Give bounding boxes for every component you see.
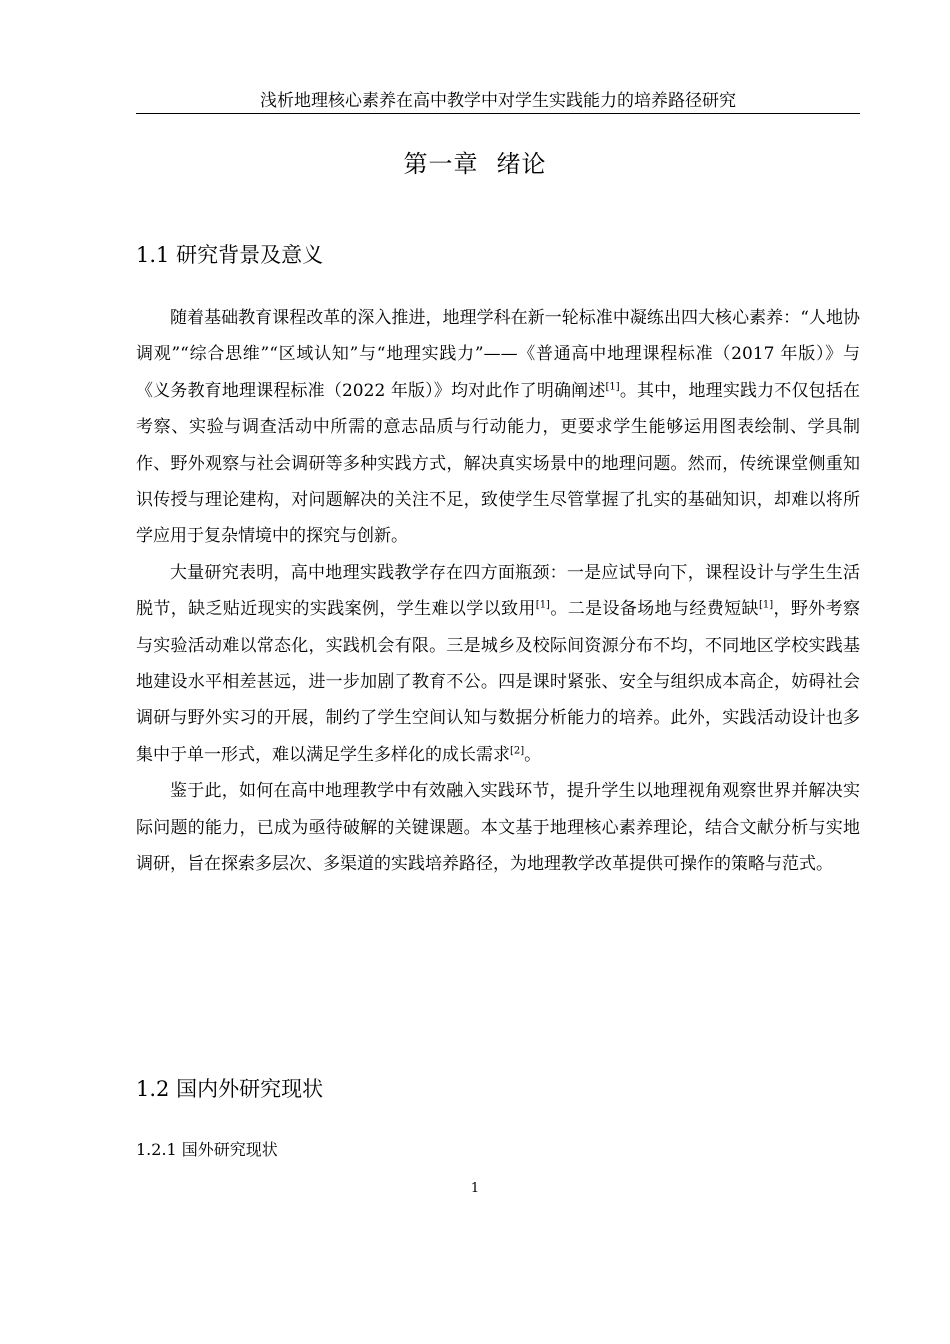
section-1-1-body [136,300,860,883]
paragraph-1: 随着基础教育课程改革的深入推进，地理学科在新一轮标准中凝练出四大核心素养：“人地协调观”“综合思维”“区域认知”与“地理实践力”——《普通高中地理课程标准（2017 年版）》与《义务教育地理课程标准（2022 年版）》均对此作了明确阐述[1]。其中，地理实践力不仅包括在考察、实验与调查活动中所需的意志品质与行动能力，更要求学生能够运用图表绘制、学具制作、野外观察与社会调研等多种实践方式，解决真实场景中的地理问题。然而，传统课堂侧重知识传授与理论建构，对问题解决的关注不足，致使学生尽管掌握了扎实的基础知识，却难以将所学应用于复杂情境中的探究与创新。 [136,308,861,547]
citation-ref[interactable]: [2] [510,745,525,757]
paragraph-3: 鉴于此，如何在高中地理教学中有效融入实践环节，提升学生以地理视角观察世界并解决实际问题的能力，已成为亟待破解的关键课题。本文基于地理核心素养理论，结合文献分析与实地调研，旨在探索多层次、多渠道的实践培养路径，为地理教学改革提供可操作的策略与范式。 [136,781,860,875]
page-number: 1 [470,1181,480,1196]
subsection-heading-1-2-1: 1.2.1 国外研究现状 [136,1140,278,1159]
citation-ref[interactable]: [1] [605,381,620,393]
citation-ref[interactable]: [1] [535,599,550,611]
paragraph-2: 大量研究表明，高中地理实践教学存在四方面瓶颈：一是应试导向下，课程设计与学生生活脱节，缺乏贴近现实的实践案例，学生难以学以致用[1]。二是设备场地与经费短缺[1]，野外考察与实验活动难以常态化，实践机会有限。三是城乡及校际间资源分布不均，不同地区学校实践基地建设水平相差甚远，进一步加剧了教育不公。四是课时紧张、安全与组织成本高企，妨碍社会调研与野外实习的开展，制约了学生空间认知与数据分析能力的培养。此外，实践活动设计也多集中于单一形式，难以满足学生多样化的成长需求[2]。 [136,562,861,765]
section-heading-1-1: 1.1 研究背景及意义 [136,243,324,267]
chapter-number: 第一章 [403,150,479,178]
running-header: 浅析地理核心素养在高中教学中对学生实践能力的培养路径研究 [136,89,860,114]
chapter-title [0,146,950,182]
section-heading-1-2: 1.2 国内外研究现状 [136,1077,324,1101]
chapter-name: 绪论 [496,150,547,178]
citation-ref[interactable]: [1] [758,599,774,611]
